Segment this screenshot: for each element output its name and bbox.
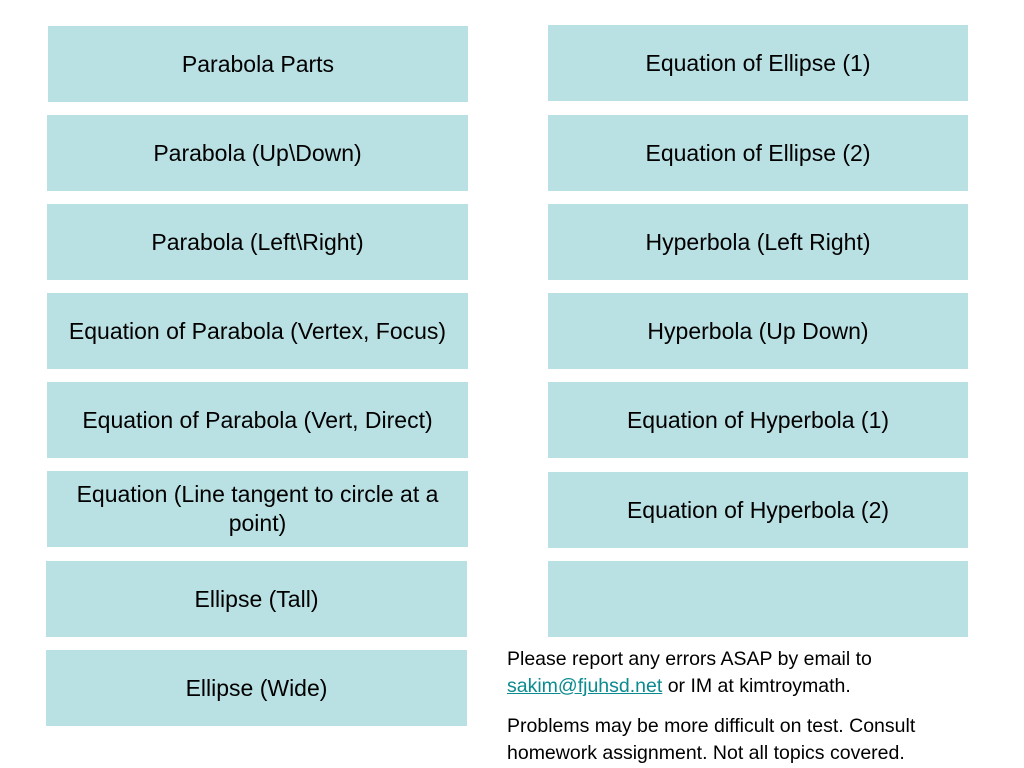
topic-button-equation-hyperbola-2[interactable] bbox=[548, 472, 968, 548]
topic-button-hyperbola-left-right[interactable] bbox=[548, 204, 968, 280]
topic-button-equation-parabola-vert-direct[interactable] bbox=[47, 382, 468, 458]
topic-button-ellipse-wide[interactable] bbox=[46, 650, 467, 726]
topic-label: Ellipse (Wide) bbox=[185, 674, 328, 701]
topic-button-empty[interactable] bbox=[548, 561, 968, 637]
topic-label: Parabola Parts bbox=[181, 50, 335, 77]
topic-label: Equation of Parabola (Vertex, Focus) bbox=[68, 317, 447, 344]
topic-label: Equation (Line tangent to circle at a point) bbox=[76, 481, 439, 536]
topic-label: Equation of Hyperbola (2) bbox=[626, 496, 890, 523]
topic-button-equation-ellipse-2[interactable] bbox=[548, 115, 968, 191]
topic-label: Equation of Hyperbola (1) bbox=[626, 406, 890, 433]
topic-label: Equation of Ellipse (2) bbox=[645, 139, 871, 166]
disclaimer-note bbox=[507, 713, 1007, 767]
topic-button-equation-ellipse-1[interactable] bbox=[548, 25, 968, 101]
topic-label: Equation of Ellipse (1) bbox=[645, 49, 871, 76]
topic-button-parabola-left-right[interactable] bbox=[47, 204, 468, 280]
report-prefix: Please report any errors ASAP by email to bbox=[507, 648, 872, 670]
topic-label: Equation of Parabola (Vert, Direct) bbox=[82, 406, 433, 433]
topic-button-parabola-parts[interactable] bbox=[48, 26, 468, 102]
topic-button-equation-line-tangent[interactable] bbox=[47, 471, 468, 547]
topic-button-equation-hyperbola-1[interactable] bbox=[548, 382, 968, 458]
email-link[interactable]: sakim@fjuhsd.net bbox=[507, 675, 663, 697]
topic-button-hyperbola-up-down[interactable] bbox=[548, 293, 968, 369]
topic-label: Hyperbola (Left Right) bbox=[645, 228, 871, 255]
disclaimer-text: Problems may be more difficult on test. Consult homework assignment. Not all topics covered. bbox=[507, 715, 916, 764]
topic-button-equation-parabola-vertex-focus[interactable] bbox=[47, 293, 468, 369]
topic-button-ellipse-tall[interactable] bbox=[46, 561, 467, 637]
topic-label: Ellipse (Tall) bbox=[194, 585, 319, 612]
topic-label: Parabola (Left\Right) bbox=[151, 228, 364, 255]
report-errors-note bbox=[507, 646, 1007, 700]
topic-button-parabola-up-down[interactable] bbox=[47, 115, 468, 191]
topic-label: Parabola (Up\Down) bbox=[153, 139, 362, 166]
topic-label: Hyperbola (Up Down) bbox=[647, 317, 869, 344]
report-suffix: or IM at kimtroymath. bbox=[662, 675, 851, 697]
